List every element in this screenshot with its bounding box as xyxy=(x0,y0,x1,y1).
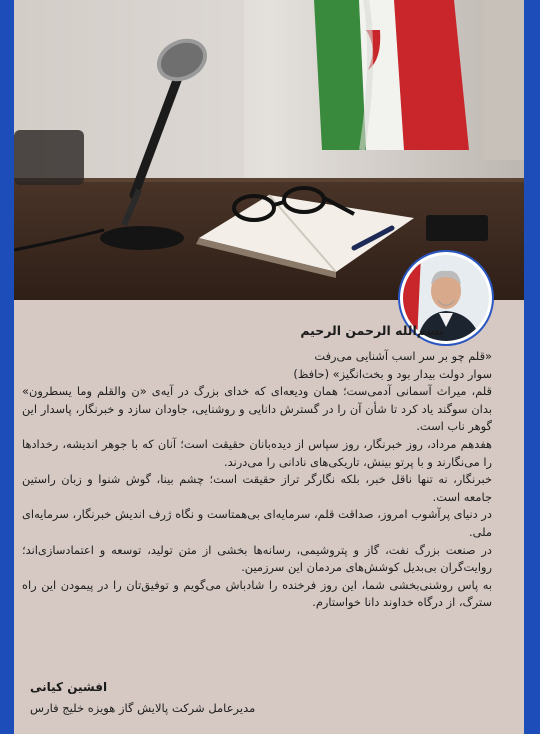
paragraph: در دنیای پرآشوب امروز، صداقت قلم، سرمایه‌ای بی‌همتاست و نگاه ژرف اندیش خبرنگار، سرمایه‌ای ملی. xyxy=(22,507,492,539)
paragraph: هفدهم مرداد، روز خبرنگار، روز سپاس از دیده‌بانان حقیقت است؛ آنان که با جوهر اندیشه، رخدادها را می‌نگارند و با پرتو بینش، تاریکی‌های نادانی را می‌درند. xyxy=(22,436,492,469)
signature-title: مدیرعامل شرکت پالایش گاز هویزه خلیج فارس xyxy=(30,701,256,715)
paragraph: خبرنگار، نه تنها ناقل خبر، بلکه نگارگر تراز حقیقت است؛ چشم بینا، گوش شنوا و زبان راستین جامعه است. xyxy=(22,472,492,504)
page-title: بسم‌الله الرحمن الرحیم xyxy=(300,323,444,338)
flag-icon xyxy=(314,0,469,150)
paragraph: به پاس روشنی‌بخشی شما، این روز فرخنده را شادباش می‌گویم و توفیق‌تان را در پیمودن این راه سترگ، از درگاه خداوند دانا خواستارم. xyxy=(22,577,492,610)
message-card xyxy=(14,0,524,734)
paragraph: قلم، میراث آسمانی آدمی‌ست؛ همان ودیعه‌ای که خدای بزرگ در آیه‌ی «ن والقلم وما یسطرون» بدان سوگند یاد کرد تا شأن آن را در گسترش دانایی و روشنایی، جاودان سازد و خبرنگار، پاسدار این گوهر ناب است. xyxy=(22,384,492,434)
poem-line: «قلم چو بر سر اسب آشنایی می‌رفت xyxy=(314,349,492,363)
recorder-icon xyxy=(426,215,488,241)
paragraph: در صنعت بزرگ نفت، گاز و پتروشیمی، رسانه‌ها بخشی از متن تولید، توسعه و اعتمادسازی‌اند؛ روایت‌گران بی‌بدیل کوشش‌های مردمان این سرزمین. xyxy=(22,542,492,575)
poem-line: سوار دولت بیدار بود و بخت‌انگیز» (حافظ) xyxy=(293,366,492,381)
message-body xyxy=(22,348,492,612)
signature-name: افشین کیانی xyxy=(30,680,108,694)
